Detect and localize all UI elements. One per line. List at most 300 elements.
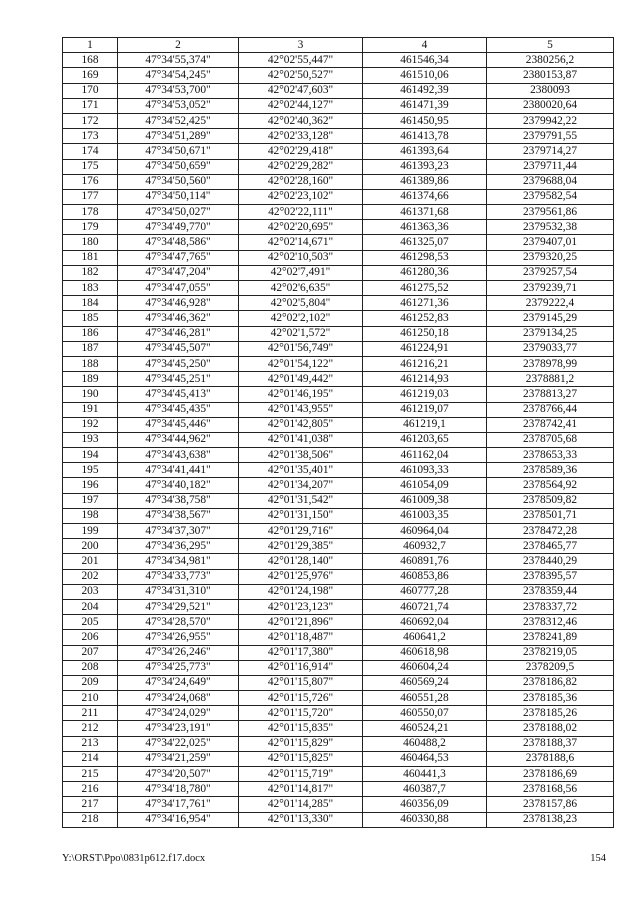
latitude-cell: 47°34'46,362" <box>118 311 239 326</box>
point-number-cell: 216 <box>63 782 118 797</box>
point-number-cell: 169 <box>63 68 118 83</box>
point-number-cell: 193 <box>63 432 118 447</box>
x-coordinate-cell: 460721,74 <box>363 599 487 614</box>
point-number-cell: 191 <box>63 402 118 417</box>
y-coordinate-cell: 2378188,37 <box>487 736 614 751</box>
point-number-cell: 185 <box>63 311 118 326</box>
y-coordinate-cell: 2379239,71 <box>487 281 614 296</box>
latitude-cell: 47°34'46,928" <box>118 296 239 311</box>
x-coordinate-cell: 460387,7 <box>363 782 487 797</box>
x-coordinate-cell: 461252,83 <box>363 311 487 326</box>
y-coordinate-cell: 2378589,36 <box>487 463 614 478</box>
point-number-cell: 218 <box>63 812 118 827</box>
longitude-cell: 42°01'43,955" <box>239 402 363 417</box>
x-coordinate-cell: 461393,64 <box>363 144 487 159</box>
x-coordinate-cell: 460464,53 <box>363 751 487 766</box>
latitude-cell: 47°34'53,052" <box>118 98 239 113</box>
longitude-cell: 42°01'18,487" <box>239 630 363 645</box>
x-coordinate-cell: 461471,39 <box>363 98 487 113</box>
longitude-cell: 42°01'23,123" <box>239 599 363 614</box>
latitude-cell: 47°34'45,250" <box>118 356 239 371</box>
y-coordinate-cell: 2378440,29 <box>487 554 614 569</box>
latitude-cell: 47°34'17,761" <box>118 797 239 812</box>
longitude-cell: 42°01'41,038" <box>239 432 363 447</box>
longitude-cell: 42°01'29,716" <box>239 524 363 539</box>
table-row <box>63 387 614 402</box>
table-row <box>63 508 614 523</box>
coordinates-table <box>62 37 614 828</box>
point-number-cell: 196 <box>63 478 118 493</box>
x-coordinate-cell: 460524,21 <box>363 721 487 736</box>
x-coordinate-cell: 460891,76 <box>363 554 487 569</box>
point-number-cell: 176 <box>63 174 118 189</box>
latitude-cell: 47°34'24,649" <box>118 675 239 690</box>
table-row <box>63 129 614 144</box>
x-coordinate-cell: 461214,93 <box>363 372 487 387</box>
longitude-cell: 42°02'2,102" <box>239 311 363 326</box>
table-row <box>63 417 614 432</box>
point-number-cell: 187 <box>63 341 118 356</box>
point-number-cell: 182 <box>63 265 118 280</box>
y-coordinate-cell: 2378742,41 <box>487 417 614 432</box>
longitude-cell: 42°01'31,542" <box>239 493 363 508</box>
y-coordinate-cell: 2380256,2 <box>487 53 614 68</box>
footer-page-number: 154 <box>590 853 606 864</box>
longitude-cell: 42°01'15,835" <box>239 721 363 736</box>
latitude-cell: 47°34'45,507" <box>118 341 239 356</box>
y-coordinate-cell: 2379582,54 <box>487 189 614 204</box>
point-number-cell: 179 <box>63 220 118 235</box>
longitude-cell: 42°01'28,140" <box>239 554 363 569</box>
x-coordinate-cell: 460777,28 <box>363 584 487 599</box>
y-coordinate-cell: 2380020,64 <box>487 98 614 113</box>
y-coordinate-cell: 2379145,29 <box>487 311 614 326</box>
longitude-cell: 42°02'28,160" <box>239 174 363 189</box>
y-coordinate-cell: 2379134,25 <box>487 326 614 341</box>
table-row <box>63 235 614 250</box>
point-number-cell: 192 <box>63 417 118 432</box>
table-row <box>63 706 614 721</box>
x-coordinate-cell: 461271,36 <box>363 296 487 311</box>
y-coordinate-cell: 2378138,23 <box>487 812 614 827</box>
table-row <box>63 402 614 417</box>
longitude-cell: 42°01'42,805" <box>239 417 363 432</box>
longitude-cell: 42°01'15,829" <box>239 736 363 751</box>
latitude-cell: 47°34'34,981" <box>118 554 239 569</box>
table-row <box>63 341 614 356</box>
longitude-cell: 42°01'24,198" <box>239 584 363 599</box>
latitude-cell: 47°34'22,025" <box>118 736 239 751</box>
y-coordinate-cell: 2378766,44 <box>487 402 614 417</box>
longitude-cell: 42°02'22,111" <box>239 205 363 220</box>
longitude-cell: 42°02'40,362" <box>239 113 363 128</box>
y-coordinate-cell: 2379532,38 <box>487 220 614 235</box>
longitude-cell: 42°01'15,726" <box>239 691 363 706</box>
point-number-cell: 205 <box>63 615 118 630</box>
longitude-cell: 42°02'20,695" <box>239 220 363 235</box>
y-coordinate-cell: 2378186,69 <box>487 767 614 782</box>
x-coordinate-cell: 460618,98 <box>363 645 487 660</box>
point-number-cell: 206 <box>63 630 118 645</box>
x-coordinate-cell: 460441,3 <box>363 767 487 782</box>
longitude-cell: 42°02'50,527" <box>239 68 363 83</box>
y-coordinate-cell: 2379688,04 <box>487 174 614 189</box>
point-number-cell: 198 <box>63 508 118 523</box>
x-coordinate-cell: 461003,35 <box>363 508 487 523</box>
table-row <box>63 463 614 478</box>
table-row <box>63 326 614 341</box>
longitude-cell: 42°02'29,418" <box>239 144 363 159</box>
point-number-cell: 199 <box>63 524 118 539</box>
x-coordinate-cell: 461203,65 <box>363 432 487 447</box>
latitude-cell: 47°34'43,638" <box>118 448 239 463</box>
latitude-cell: 47°34'18,780" <box>118 782 239 797</box>
table-row <box>63 645 614 660</box>
latitude-cell: 47°34'54,245" <box>118 68 239 83</box>
latitude-cell: 47°34'38,567" <box>118 508 239 523</box>
table-row <box>63 569 614 584</box>
table-row <box>63 736 614 751</box>
table-row <box>63 296 614 311</box>
point-number-cell: 207 <box>63 645 118 660</box>
x-coordinate-cell: 461298,53 <box>363 250 487 265</box>
point-number-cell: 215 <box>63 767 118 782</box>
x-coordinate-cell: 461450,95 <box>363 113 487 128</box>
longitude-cell: 42°01'15,720" <box>239 706 363 721</box>
y-coordinate-cell: 2378501,71 <box>487 508 614 523</box>
point-number-cell: 174 <box>63 144 118 159</box>
point-number-cell: 184 <box>63 296 118 311</box>
x-coordinate-cell: 461093,33 <box>363 463 487 478</box>
table-row <box>63 539 614 554</box>
longitude-cell: 42°01'49,442" <box>239 372 363 387</box>
y-coordinate-cell: 2378653,33 <box>487 448 614 463</box>
table-row <box>63 448 614 463</box>
table-row <box>63 356 614 371</box>
point-number-cell: 209 <box>63 675 118 690</box>
longitude-cell: 42°01'15,807" <box>239 675 363 690</box>
longitude-cell: 42°01'38,506" <box>239 448 363 463</box>
y-coordinate-cell: 2378472,28 <box>487 524 614 539</box>
x-coordinate-cell: 460692,04 <box>363 615 487 630</box>
point-number-cell: 172 <box>63 113 118 128</box>
y-coordinate-cell: 2378168,56 <box>487 782 614 797</box>
point-number-cell: 214 <box>63 751 118 766</box>
point-number-cell: 186 <box>63 326 118 341</box>
longitude-cell: 42°02'33,128" <box>239 129 363 144</box>
longitude-cell: 42°01'15,825" <box>239 751 363 766</box>
latitude-cell: 47°34'44,962" <box>118 432 239 447</box>
table-row <box>63 675 614 690</box>
latitude-cell: 47°34'50,114" <box>118 189 239 204</box>
header-cell-1: 1 <box>63 38 118 53</box>
longitude-cell: 42°02'29,282" <box>239 159 363 174</box>
header-cell-2: 2 <box>118 38 239 53</box>
y-coordinate-cell: 2378465,77 <box>487 539 614 554</box>
longitude-cell: 42°02'44,127" <box>239 98 363 113</box>
table-row <box>63 250 614 265</box>
table-row <box>63 554 614 569</box>
footer-file-path: Y:\ORST\Ppo\0831p612.f17.docx <box>62 853 206 864</box>
point-number-cell: 213 <box>63 736 118 751</box>
table-row <box>63 265 614 280</box>
x-coordinate-cell: 460641,2 <box>363 630 487 645</box>
point-number-cell: 183 <box>63 281 118 296</box>
point-number-cell: 180 <box>63 235 118 250</box>
point-number-cell: 194 <box>63 448 118 463</box>
point-number-cell: 212 <box>63 721 118 736</box>
point-number-cell: 168 <box>63 53 118 68</box>
longitude-cell: 42°01'56,749" <box>239 341 363 356</box>
longitude-cell: 42°01'17,380" <box>239 645 363 660</box>
latitude-cell: 47°34'55,374" <box>118 53 239 68</box>
table-row <box>63 691 614 706</box>
longitude-cell: 42°02'14,671" <box>239 235 363 250</box>
longitude-cell: 42°02'6,635" <box>239 281 363 296</box>
table-header <box>63 38 614 53</box>
longitude-cell: 42°02'5,804" <box>239 296 363 311</box>
table-body <box>63 53 614 828</box>
x-coordinate-cell: 460330,88 <box>363 812 487 827</box>
table-row <box>63 113 614 128</box>
latitude-cell: 47°34'50,560" <box>118 174 239 189</box>
y-coordinate-cell: 2378337,72 <box>487 599 614 614</box>
longitude-cell: 42°02'47,603" <box>239 83 363 98</box>
y-coordinate-cell: 2379561,86 <box>487 205 614 220</box>
latitude-cell: 47°34'16,954" <box>118 812 239 827</box>
latitude-cell: 47°34'40,182" <box>118 478 239 493</box>
table-row <box>63 493 614 508</box>
y-coordinate-cell: 2378241,89 <box>487 630 614 645</box>
longitude-cell: 42°02'23,102" <box>239 189 363 204</box>
table-row <box>63 660 614 675</box>
table-row <box>63 144 614 159</box>
x-coordinate-cell: 461280,36 <box>363 265 487 280</box>
latitude-cell: 47°34'31,310" <box>118 584 239 599</box>
point-number-cell: 175 <box>63 159 118 174</box>
longitude-cell: 42°01'31,150" <box>239 508 363 523</box>
x-coordinate-cell: 460356,09 <box>363 797 487 812</box>
table-row <box>63 68 614 83</box>
latitude-cell: 47°34'47,204" <box>118 265 239 280</box>
y-coordinate-cell: 2379407,01 <box>487 235 614 250</box>
latitude-cell: 47°34'46,281" <box>118 326 239 341</box>
x-coordinate-cell: 460569,24 <box>363 675 487 690</box>
y-coordinate-cell: 2378188,02 <box>487 721 614 736</box>
latitude-cell: 47°34'20,507" <box>118 767 239 782</box>
y-coordinate-cell: 2379222,4 <box>487 296 614 311</box>
latitude-cell: 47°34'49,770" <box>118 220 239 235</box>
y-coordinate-cell: 2378705,68 <box>487 432 614 447</box>
latitude-cell: 47°34'38,758" <box>118 493 239 508</box>
latitude-cell: 47°34'24,029" <box>118 706 239 721</box>
x-coordinate-cell: 461009,38 <box>363 493 487 508</box>
x-coordinate-cell: 460550,07 <box>363 706 487 721</box>
y-coordinate-cell: 2379714,27 <box>487 144 614 159</box>
point-number-cell: 201 <box>63 554 118 569</box>
latitude-cell: 47°34'47,765" <box>118 250 239 265</box>
latitude-cell: 47°34'50,671" <box>118 144 239 159</box>
table-row <box>63 767 614 782</box>
point-number-cell: 181 <box>63 250 118 265</box>
table-row <box>63 205 614 220</box>
table-row <box>63 281 614 296</box>
x-coordinate-cell: 461219,1 <box>363 417 487 432</box>
table-row <box>63 584 614 599</box>
point-number-cell: 203 <box>63 584 118 599</box>
point-number-cell: 204 <box>63 599 118 614</box>
x-coordinate-cell: 461325,07 <box>363 235 487 250</box>
x-coordinate-cell: 460964,04 <box>363 524 487 539</box>
latitude-cell: 47°34'50,027" <box>118 205 239 220</box>
header-row <box>63 38 614 53</box>
latitude-cell: 47°34'45,413" <box>118 387 239 402</box>
y-coordinate-cell: 2378186,82 <box>487 675 614 690</box>
latitude-cell: 47°34'26,955" <box>118 630 239 645</box>
x-coordinate-cell: 461413,78 <box>363 129 487 144</box>
y-coordinate-cell: 2378312,46 <box>487 615 614 630</box>
longitude-cell: 42°01'13,330" <box>239 812 363 827</box>
latitude-cell: 47°34'52,425" <box>118 113 239 128</box>
y-coordinate-cell: 2378219,05 <box>487 645 614 660</box>
table-row <box>63 478 614 493</box>
header-cell-5: 5 <box>487 38 614 53</box>
table-row <box>63 751 614 766</box>
y-coordinate-cell: 2378564,92 <box>487 478 614 493</box>
point-number-cell: 178 <box>63 205 118 220</box>
point-number-cell: 217 <box>63 797 118 812</box>
x-coordinate-cell: 461219,07 <box>363 402 487 417</box>
y-coordinate-cell: 2378185,26 <box>487 706 614 721</box>
latitude-cell: 47°34'33,773" <box>118 569 239 584</box>
latitude-cell: 47°34'50,659" <box>118 159 239 174</box>
latitude-cell: 47°34'48,586" <box>118 235 239 250</box>
x-coordinate-cell: 461250,18 <box>363 326 487 341</box>
latitude-cell: 47°34'29,521" <box>118 599 239 614</box>
longitude-cell: 42°01'25,976" <box>239 569 363 584</box>
latitude-cell: 47°34'23,191" <box>118 721 239 736</box>
point-number-cell: 208 <box>63 660 118 675</box>
latitude-cell: 47°34'47,055" <box>118 281 239 296</box>
y-coordinate-cell: 2378185,36 <box>487 691 614 706</box>
point-number-cell: 188 <box>63 356 118 371</box>
latitude-cell: 47°34'21,259" <box>118 751 239 766</box>
y-coordinate-cell: 2378209,5 <box>487 660 614 675</box>
x-coordinate-cell: 461216,21 <box>363 356 487 371</box>
y-coordinate-cell: 2378359,44 <box>487 584 614 599</box>
table-row <box>63 782 614 797</box>
y-coordinate-cell: 2379942,22 <box>487 113 614 128</box>
x-coordinate-cell: 461224,91 <box>363 341 487 356</box>
y-coordinate-cell: 2378188,6 <box>487 751 614 766</box>
longitude-cell: 42°01'14,285" <box>239 797 363 812</box>
longitude-cell: 42°01'46,195" <box>239 387 363 402</box>
latitude-cell: 47°34'36,295" <box>118 539 239 554</box>
x-coordinate-cell: 460488,2 <box>363 736 487 751</box>
x-coordinate-cell: 461219,03 <box>363 387 487 402</box>
table-row <box>63 599 614 614</box>
x-coordinate-cell: 461371,68 <box>363 205 487 220</box>
point-number-cell: 177 <box>63 189 118 204</box>
table-row <box>63 797 614 812</box>
x-coordinate-cell: 461054,09 <box>363 478 487 493</box>
x-coordinate-cell: 460932,7 <box>363 539 487 554</box>
x-coordinate-cell: 461389,86 <box>363 174 487 189</box>
longitude-cell: 42°02'7,491" <box>239 265 363 280</box>
table-row <box>63 159 614 174</box>
table-row <box>63 189 614 204</box>
point-number-cell: 170 <box>63 83 118 98</box>
table-row <box>63 98 614 113</box>
point-number-cell: 190 <box>63 387 118 402</box>
latitude-cell: 47°34'45,251" <box>118 372 239 387</box>
y-coordinate-cell: 2378978,99 <box>487 356 614 371</box>
y-coordinate-cell: 2380093 <box>487 83 614 98</box>
y-coordinate-cell: 2378157,86 <box>487 797 614 812</box>
longitude-cell: 42°01'54,122" <box>239 356 363 371</box>
point-number-cell: 171 <box>63 98 118 113</box>
x-coordinate-cell: 461162,04 <box>363 448 487 463</box>
latitude-cell: 47°34'53,700" <box>118 83 239 98</box>
x-coordinate-cell: 460604,24 <box>363 660 487 675</box>
y-coordinate-cell: 2380153,87 <box>487 68 614 83</box>
latitude-cell: 47°34'45,435" <box>118 402 239 417</box>
y-coordinate-cell: 2379711,44 <box>487 159 614 174</box>
point-number-cell: 189 <box>63 372 118 387</box>
point-number-cell: 210 <box>63 691 118 706</box>
longitude-cell: 42°01'34,207" <box>239 478 363 493</box>
table-row <box>63 311 614 326</box>
table-row <box>63 524 614 539</box>
y-coordinate-cell: 2379033,77 <box>487 341 614 356</box>
latitude-cell: 47°34'24,068" <box>118 691 239 706</box>
table-row <box>63 721 614 736</box>
y-coordinate-cell: 2379257,54 <box>487 265 614 280</box>
table-row <box>63 812 614 827</box>
x-coordinate-cell: 461510,06 <box>363 68 487 83</box>
table-row <box>63 83 614 98</box>
point-number-cell: 197 <box>63 493 118 508</box>
y-coordinate-cell: 2379320,25 <box>487 250 614 265</box>
x-coordinate-cell: 461546,34 <box>363 53 487 68</box>
table-row <box>63 630 614 645</box>
table-row <box>63 220 614 235</box>
point-number-cell: 211 <box>63 706 118 721</box>
longitude-cell: 42°01'21,896" <box>239 615 363 630</box>
latitude-cell: 47°34'45,446" <box>118 417 239 432</box>
y-coordinate-cell: 2378881,2 <box>487 372 614 387</box>
x-coordinate-cell: 461275,52 <box>363 281 487 296</box>
x-coordinate-cell: 461492,39 <box>363 83 487 98</box>
point-number-cell: 173 <box>63 129 118 144</box>
point-number-cell: 195 <box>63 463 118 478</box>
latitude-cell: 47°34'25,773" <box>118 660 239 675</box>
longitude-cell: 42°02'55,447" <box>239 53 363 68</box>
longitude-cell: 42°01'29,385" <box>239 539 363 554</box>
latitude-cell: 47°34'41,441" <box>118 463 239 478</box>
x-coordinate-cell: 461363,36 <box>363 220 487 235</box>
y-coordinate-cell: 2378813,27 <box>487 387 614 402</box>
y-coordinate-cell: 2379791,55 <box>487 129 614 144</box>
latitude-cell: 47°34'26,246" <box>118 645 239 660</box>
longitude-cell: 42°02'10,503" <box>239 250 363 265</box>
longitude-cell: 42°01'14,817" <box>239 782 363 797</box>
longitude-cell: 42°01'16,914" <box>239 660 363 675</box>
header-cell-3: 3 <box>239 38 363 53</box>
x-coordinate-cell: 461393,23 <box>363 159 487 174</box>
point-number-cell: 202 <box>63 569 118 584</box>
y-coordinate-cell: 2378509,82 <box>487 493 614 508</box>
